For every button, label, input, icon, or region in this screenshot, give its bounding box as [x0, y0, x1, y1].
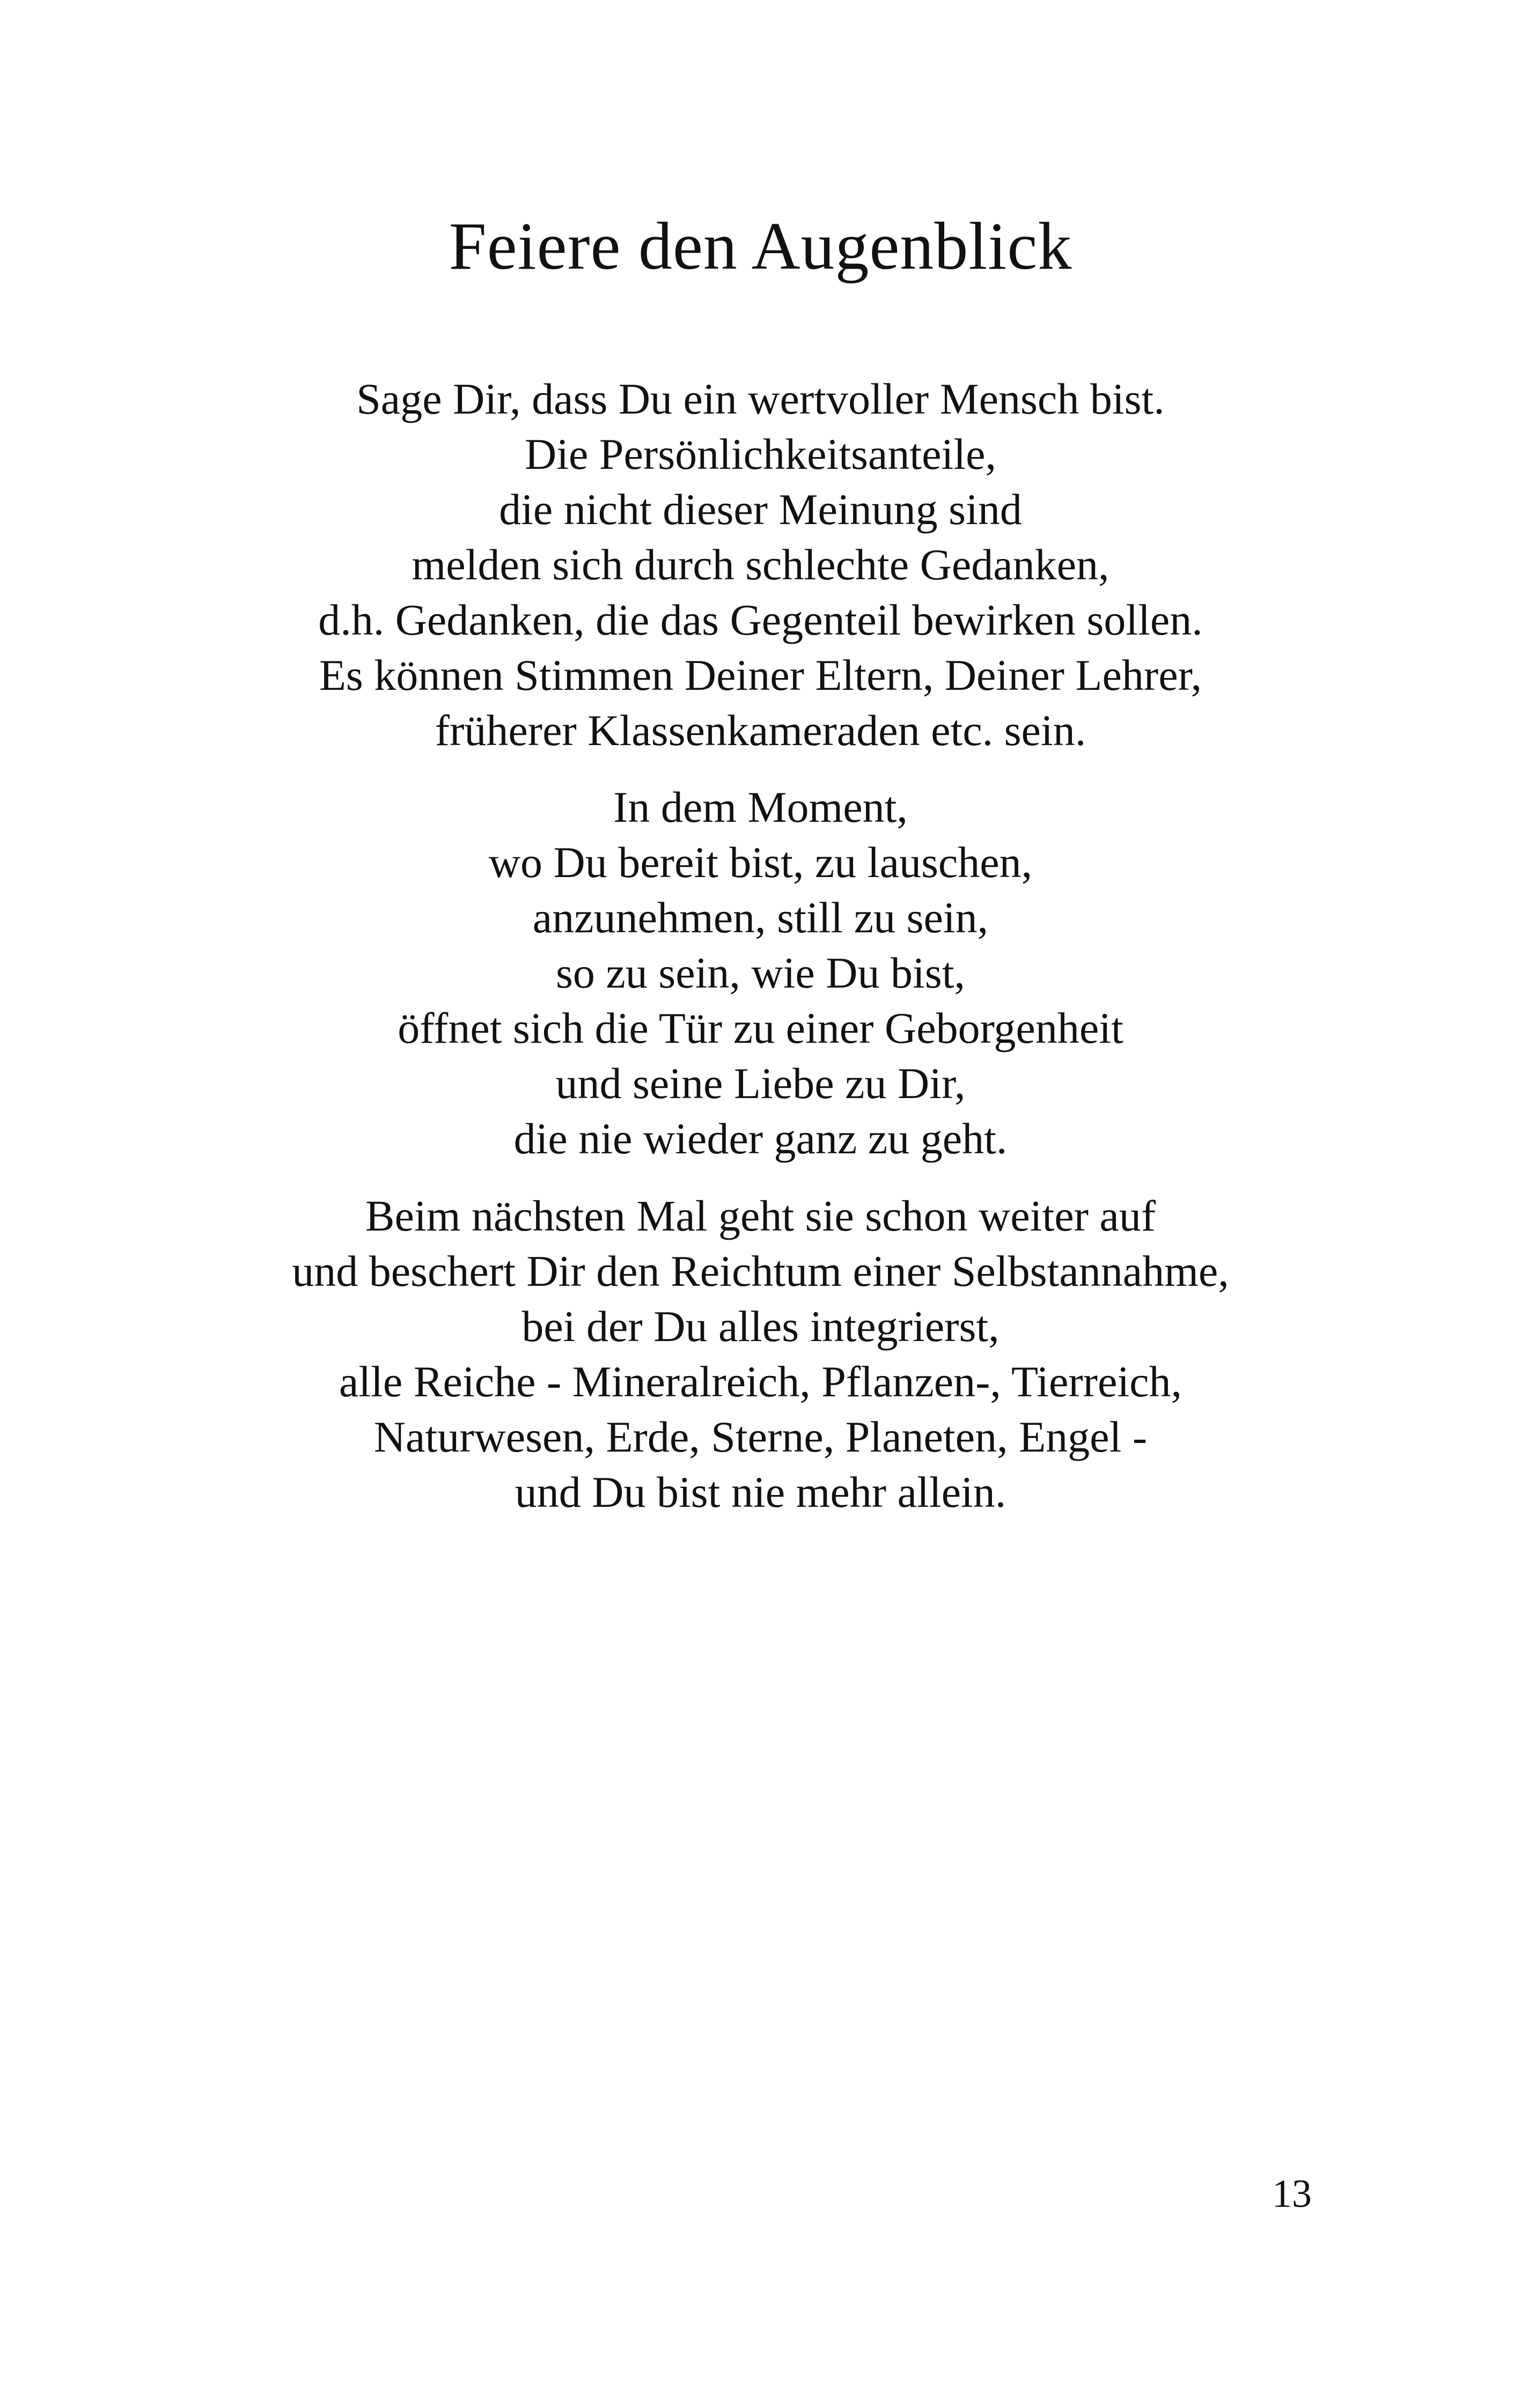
- poem-line: anzunehmen, still zu sein,: [532, 893, 989, 942]
- poem-line: wo Du bereit bist, zu lauschen,: [488, 838, 1033, 887]
- poem-line: alle Reiche - Mineralreich, Pflanzen-, Tierreich,: [339, 1357, 1182, 1406]
- stanza-3: [0, 1188, 1521, 1520]
- stanza-1: [0, 371, 1521, 758]
- poem-line: und beschert Dir den Reichtum einer Selbstannahme,: [292, 1247, 1229, 1295]
- poem-line: d.h. Gedanken, die das Gegenteil bewirken sollen.: [318, 595, 1203, 644]
- poem-line: die nicht dieser Meinung sind: [499, 485, 1022, 534]
- poem-line: bei der Du alles integrierst,: [521, 1302, 1000, 1351]
- poem-line: früherer Klassenkameraden etc. sein.: [435, 706, 1086, 755]
- page-number: 13: [1272, 2172, 1312, 2216]
- poem-line: melden sich durch schlechte Gedanken,: [412, 540, 1109, 589]
- poem-line: Naturwesen, Erde, Sterne, Planeten, Engel -: [373, 1412, 1148, 1461]
- poem-title: Feiere den Augenblick: [449, 209, 1072, 284]
- poem-line: öffnet sich die Tür zu einer Geborgenheit: [398, 1004, 1123, 1052]
- poem-line: In dem Moment,: [613, 783, 908, 831]
- poem-line: Die Persönlichkeitsanteile,: [525, 430, 996, 478]
- poem-line: so zu sein, wie Du bist,: [556, 948, 965, 997]
- poem-line: Beim nächsten Mal geht sie schon weiter auf: [365, 1191, 1156, 1240]
- poem-line: Es können Stimmen Deiner Eltern, Deiner Lehrer,: [319, 651, 1202, 699]
- stanza-2: [0, 779, 1521, 1166]
- poem-line: die nie wieder ganz zu geht.: [513, 1114, 1008, 1163]
- poem-line: und Du bist nie mehr allein.: [515, 1468, 1006, 1516]
- poem-line: Sage Dir, dass Du ein wertvoller Mensch bist.: [356, 374, 1165, 423]
- poem-line: und seine Liebe zu Dir,: [555, 1059, 966, 1108]
